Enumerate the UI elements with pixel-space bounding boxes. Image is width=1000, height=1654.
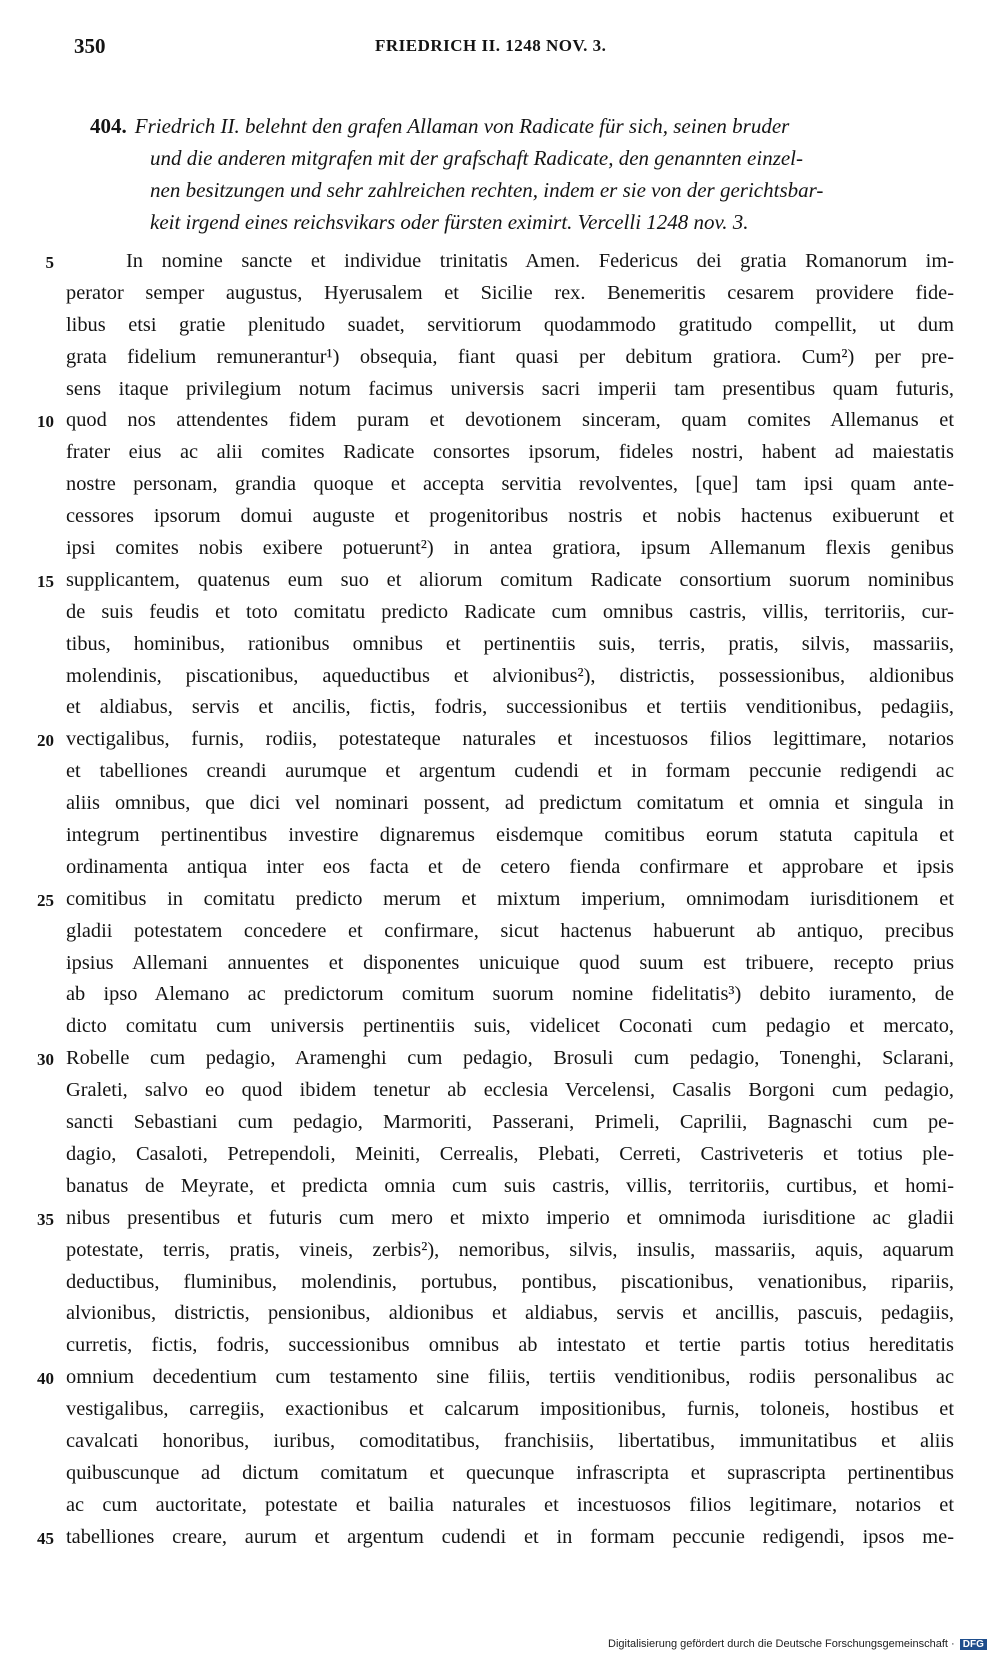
line-text: nostre personam, grandia quoque et accepta servitia revolventes, [que] tam ipsi quam ante- — [66, 473, 954, 496]
page-header — [0, 34, 1000, 64]
line-text: potestate, terris, pratis, vineis, zerbis²), nemoribus, silvis, insulis, massariis, aquis, aquarum — [66, 1238, 954, 1261]
regest-line — [90, 174, 958, 206]
text-line — [0, 1522, 1000, 1554]
page-number: 350 — [74, 34, 106, 58]
text-line — [0, 565, 1000, 597]
line-text: integrum pertinentibus investire dignaremus eisdemque comitibus eorum statuta capitula et — [66, 824, 954, 847]
text-line — [0, 948, 1000, 980]
regest-line — [90, 142, 958, 174]
line-text: de suis feudis et toto comitatu predicto Radicate cum omnibus castris, villis, territoriis, cur- — [66, 600, 954, 623]
line-text: molendinis, piscationibus, aqueductibus et alvionibus²), districtis, possessionibus, aldionibus — [66, 664, 954, 687]
line-text: Robelle cum pedagio, Aramenghi cum pedagio, Brosuli cum pedagio, Tonenghi, Sclarani, — [66, 1047, 954, 1070]
line-text: cessores ipsorum domui auguste et progenitoribus nostris et nobis hactenus exibuerunt et — [66, 505, 954, 528]
text-line — [0, 1171, 1000, 1203]
regest-line — [90, 110, 958, 142]
text-line — [0, 1330, 1000, 1362]
text-line — [0, 979, 1000, 1011]
line-text: Graleti, salvo eo quod ibidem tenetur ab ecclesia Vercelensi, Casalis Borgoni cum pedagio, — [66, 1079, 954, 1102]
line-text: deductibus, fluminibus, molendinis, portubus, pontibus, piscationibus, venationibus, ripariis, — [66, 1270, 954, 1293]
document-number: 404. — [90, 114, 127, 138]
text-line — [0, 661, 1000, 693]
line-text: vestigalibus, carregiis, exactionibus et calcarum impositionibus, furnis, toloneis, hostibus et — [66, 1398, 954, 1421]
text-line — [0, 788, 1000, 820]
line-text: quibuscunque ad dictum comitatum et quecunque infrascripta et suprascripta pertinentibus — [66, 1461, 954, 1484]
line-number: 30 — [37, 1050, 54, 1070]
digitization-credit — [608, 1638, 987, 1650]
line-text: libus etsi gratie plenitudo suadet, servitiorum quodammodo gratitudo compellit, ut dum — [66, 313, 954, 336]
line-number: 25 — [37, 890, 54, 910]
credit-text: Digitalisierung gefördert durch die Deutsche Forschungsgemeinschaft · — [608, 1638, 955, 1650]
line-number: 5 — [45, 253, 54, 272]
text-line — [0, 1267, 1000, 1299]
line-text: banatus de Meyrate, et predicta omnia cum suis castris, villis, territoriis, curtibus, et homi- — [66, 1174, 954, 1197]
text-line — [0, 1011, 1000, 1043]
text-line — [0, 629, 1000, 661]
line-number: 45 — [37, 1528, 54, 1548]
text-line — [0, 501, 1000, 533]
line-number: 20 — [37, 731, 54, 751]
line-number: 15 — [37, 571, 54, 591]
line-number: 10 — [37, 412, 54, 432]
text-line — [0, 1075, 1000, 1107]
line-text: dagio, Casaloti, Petrependoli, Meiniti, Cerrealis, Plebati, Cerreti, Castriveteris et totius ple- — [66, 1142, 954, 1165]
text-line — [0, 1394, 1000, 1426]
text-line — [0, 692, 1000, 724]
regest-line — [90, 206, 958, 238]
regest-text: nen besitzungen und sehr zahlreichen rechten, indem er sie von der gerichtsbar- — [150, 178, 824, 202]
document-text — [0, 246, 1000, 1554]
text-line — [0, 852, 1000, 884]
line-text: perator semper augustus, Hyerusalem et Sicilie rex. Benemeritis cesarem providere fide- — [66, 281, 954, 304]
text-line — [0, 1043, 1000, 1075]
text-line — [0, 437, 1000, 469]
line-text: quod nos attendentes fidem puram et devotionem sinceram, quam comites Allemanus et — [66, 409, 954, 432]
regest-summary — [90, 110, 958, 238]
text-line — [0, 820, 1000, 852]
line-number: 40 — [37, 1369, 54, 1389]
line-text: omnium decedentium cum testamento sine filiis, tertiis venditionibus, rodiis personalibus ac — [66, 1366, 954, 1389]
line-text: supplicantem, quatenus eum suo et aliorum comitum Radicate consortium suorum nominibus — [66, 568, 954, 591]
text-line — [0, 1139, 1000, 1171]
text-line — [0, 916, 1000, 948]
line-text: vectigalibus, furnis, rodiis, potestateque naturales et incestuosos filios legittimare, notarios — [66, 728, 954, 751]
text-line — [0, 278, 1000, 310]
line-text: gladii potestatem concedere et confirmare, sicut hactenus habuerunt ab antiquo, precibus — [66, 919, 954, 942]
text-line — [0, 1426, 1000, 1458]
line-text: ac cum auctoritate, potestate et bailia naturales et incestuosos filios legitimare, notarios et — [66, 1493, 954, 1516]
text-line — [0, 1362, 1000, 1394]
text-line — [0, 469, 1000, 501]
text-line — [0, 1235, 1000, 1267]
text-line — [0, 597, 1000, 629]
text-line — [0, 884, 1000, 916]
regest-text: Friedrich II. belehnt den grafen Allaman von Radicate für sich, seinen bruder — [134, 114, 790, 138]
text-line — [0, 756, 1000, 788]
text-line — [0, 310, 1000, 342]
line-text: dicto comitatu cum universis pertinentiis suis, videlicet Coconati cum pedagio et mercato, — [66, 1015, 954, 1038]
line-text: et tabelliones creandi aurumque et argentum cudendi et in formam peccunie redigendi ac — [66, 760, 954, 783]
line-number: 35 — [37, 1209, 54, 1229]
text-line — [0, 724, 1000, 756]
text-line — [0, 1458, 1000, 1490]
text-line — [0, 246, 1000, 278]
line-text: comitibus in comitatu predicto merum et mixtum imperium, omnimodam iurisditionem et — [66, 887, 954, 910]
line-text: sens itaque privilegium notum facimus universis sacri imperii tam presentibus quam futuris, — [66, 377, 954, 400]
line-text: sancti Sebastiani cum pedagio, Marmoriti, Passerani, Primeli, Caprilii, Bagnaschi cum pe- — [66, 1111, 954, 1134]
text-line — [0, 533, 1000, 565]
line-text: ipsi comites nobis exibere potuerunt²) in antea gratiora, ipsum Allemanum flexis genibus — [66, 537, 954, 560]
line-text: grata fidelium remunerantur¹) obsequia, fiant quasi per debitum gratiora. Cum²) per pre- — [66, 345, 954, 368]
line-text: tibus, hominibus, rationibus omnibus et pertinentiis suis, terris, pratis, silvis, massariis, — [66, 632, 954, 655]
text-line — [0, 1490, 1000, 1522]
line-text: curretis, fictis, fodris, successionibus omnibus ab intestato et tertie partis totius hereditatis — [66, 1334, 954, 1357]
text-line — [0, 374, 1000, 406]
line-text: In nomine sancte et individue trinitatis Amen. Federicus dei gratia Romanorum im- — [126, 250, 954, 272]
line-text: ipsius Allemani annuentes et disponentes unicuique quod suum est tribuere, recepto prius — [66, 951, 954, 974]
text-line — [0, 1107, 1000, 1139]
text-line — [0, 405, 1000, 437]
line-text: ab ipso Alemano ac predictorum comitum suorum nomine fidelitatis³) debito iuramento, de — [66, 983, 954, 1006]
regest-text: keit irgend eines reichsvikars oder fürsten eximirt. Vercelli 1248 nov. 3. — [150, 210, 749, 234]
line-text: ordinamenta antiqua inter eos facta et de cetero fienda confirmare et approbare et ipsis — [66, 855, 954, 878]
line-text: et aldiabus, servis et ancilis, fictis, fodris, successionibus et tertiis venditionibus, pedagiis, — [66, 696, 954, 719]
line-text: alvionibus, districtis, pensionibus, aldionibus et aldiabus, servis et ancillis, pascuis, pedagiis, — [66, 1302, 954, 1325]
dfg-logo: DFG — [960, 1639, 987, 1650]
running-title: FRIEDRICH II. 1248 NOV. 3. — [375, 36, 607, 55]
line-text: nibus presentibus et futuris cum mero et mixto imperio et omnimoda iurisditione ac gladii — [66, 1206, 954, 1229]
line-text: cavalcati honoribus, iuribus, comoditatibus, franchisiis, libertatibus, immunitatibus et aliis — [66, 1429, 954, 1452]
text-line — [0, 342, 1000, 374]
line-text: frater eius ac alii comites Radicate consortes ipsorum, fideles nostri, habent ad maiestatis — [66, 441, 954, 464]
regest-text: und die anderen mitgrafen mit der grafschaft Radicate, den genannten einzel- — [150, 146, 804, 170]
line-text: tabelliones creare, aurum et argentum cudendi et in formam peccunie redigendi, ipsos me- — [66, 1525, 954, 1548]
text-line — [0, 1203, 1000, 1235]
line-text: aliis omnibus, que dici vel nominari possent, ad predictum comitatum et omnia et singula in — [66, 792, 954, 815]
text-line — [0, 1298, 1000, 1330]
